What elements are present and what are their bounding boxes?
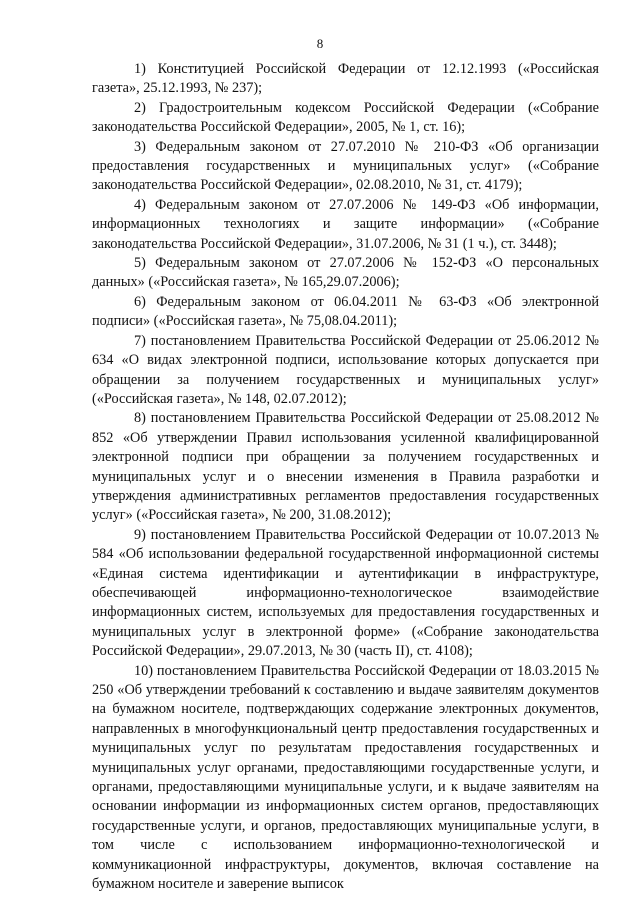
legal-basis-list xyxy=(92,60,599,894)
list-item: 6) Федеральным законом от 06.04.2011 № 63-ФЗ «Об электронной подписи» («Российская газета», № 75,08.04.2011); xyxy=(92,293,599,330)
list-item: 7) постановлением Правительства Российской Федерации от 25.06.2012 № 634 «О видах электронной подписи, использование которых допускается при обращении за получением государственных и муниципальных услуг» («Российская газета», № 148, 02.07.2012); xyxy=(92,332,599,407)
list-item: 5) Федеральным законом от 27.07.2006 № 152-ФЗ «О персональных данных» («Российская газета», № 165,29.07.2006); xyxy=(92,255,599,291)
list-item: 1) Конституцией Российской Федерации от 12.12.1993 («Российская газета», 25.12.1993, № 237); xyxy=(92,61,599,97)
list-item: 8) постановлением Правительства Российской Федерации от 25.08.2012 № 852 «Об утверждении Правил использования усиленной квалифицированной электронной подписи при обращении за получением государственных и муниципальных услуг и о внесении изменения в Правила разработки и утверждения административных регламентов предоставления государственных услуг» («Российская газета», № 200, 31.08.2012); xyxy=(92,410,599,524)
list-item: 4) Федеральным законом от 27.07.2006 № 149-ФЗ «Об информации, информационных технологиях и защите информации» («Собрание законодательства Российской Федерации», 31.07.2006, № 31 (1 ч.), ст. 3448); xyxy=(92,196,599,252)
list-item: 9) постановлением Правительства Российской Федерации от 10.07.2013 № 584 «Об использовании федеральной государственной информационной системы «Единая система идентификации и аутентификации в инфраструктуре, обеспечивающей информационно-технологическое взаимодействие информационных систем, используемых для предоставления государственных и муниципальных услуг в электронной форме» («Собрание законодательства Российской Федерации», 29.07.2013, № 30 (часть II), ст. 4108); xyxy=(92,526,599,660)
list-item: 10) постановлением Правительства Российской Федерации от 18.03.2015 № 250 «Об утверждении требований к составлению и выдаче заявителям документов на бумажном носителе, подтверждающих содержание электронных документов, направленных в многофункциональный центр предоставления государственных и муниципальных услуг по результатам предоставления государственных и муниципальных услуг органами, предоставляющими государственные услуги, и органами, предоставляющими муниципальные услуги, и к выдаче заявителям на основании информации из информационных систем органов, предоставляющих государственные услуги, и органов, предоставляющих муниципальные услуги, в том числе с использованием информационно-технологической и коммуникационной инфраструктуры, документов, включая составление на бумажном носителе и заверение выписок xyxy=(92,662,599,893)
list-item: 2) Градостроительным кодексом Российской Федерации («Собрание законодательства Российской Федерации», 2005, № 1, ст. 16); xyxy=(92,99,599,136)
page-number: 8 xyxy=(316,36,324,51)
list-item: 3) Федеральным законом от 27.07.2010 № 210-ФЗ «Об организации предоставления государственных и муниципальных услуг» («Собрание законодательства Российской Федерации», 02.08.2010, № 31, ст. 4179); xyxy=(92,138,599,194)
